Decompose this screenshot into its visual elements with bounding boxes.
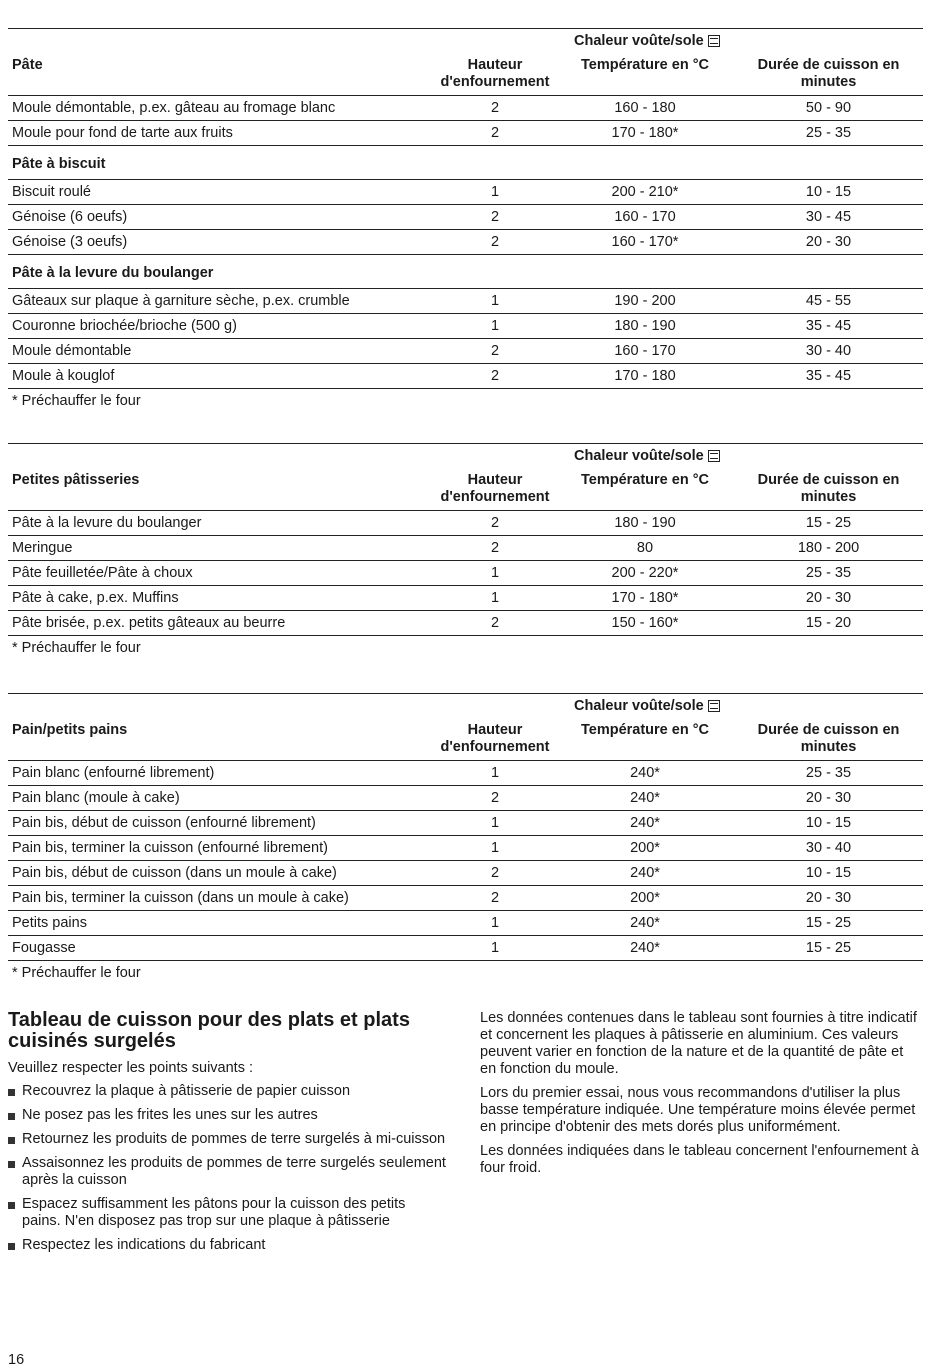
level-cell: 2 — [434, 861, 556, 886]
dish-cell: Moule pour fond de tarte aux fruits — [8, 121, 434, 146]
level-cell: 1 — [434, 936, 556, 961]
list-item: Recouvrez la plaque à pâtisserie de papier cuisson — [8, 1083, 448, 1100]
dish-cell: Petits pains — [8, 911, 434, 936]
temperature-cell: 240* — [556, 786, 734, 811]
dish-cell: Biscuit roulé — [8, 180, 434, 205]
duration-cell: 20 - 30 — [734, 230, 923, 255]
column-header: Température en °C — [556, 57, 734, 96]
dish-cell: Moule démontable, p.ex. gâteau au fromage blanc — [8, 96, 434, 121]
empty-cell — [8, 444, 556, 473]
duration-cell: 15 - 20 — [734, 611, 923, 636]
table-row — [8, 205, 923, 230]
table-row — [8, 911, 923, 936]
duration-cell: 10 - 15 — [734, 861, 923, 886]
level-cell: 2 — [434, 121, 556, 146]
table-row — [8, 886, 923, 911]
temperature-cell: 200 - 210* — [556, 180, 734, 205]
table-row — [8, 230, 923, 255]
level-cell: 2 — [434, 786, 556, 811]
dish-cell: Pain blanc (enfourné librement) — [8, 761, 434, 786]
table-row — [8, 536, 923, 561]
dish-cell: Pain bis, début de cuisson (dans un moule à cake) — [8, 861, 434, 886]
top-bottom-heat-icon — [708, 450, 720, 462]
temperature-cell: 160 - 170 — [556, 339, 734, 364]
empty-cell — [8, 694, 556, 723]
page-number: 16 — [8, 1352, 25, 1368]
dish-cell: Pâte à la levure du boulanger — [8, 511, 434, 536]
duration-cell: 15 - 25 — [734, 936, 923, 961]
table-row — [8, 936, 923, 961]
heating-mode-row — [8, 29, 923, 58]
level-cell: 1 — [434, 314, 556, 339]
temperature-cell: 170 - 180* — [556, 586, 734, 611]
table-row — [8, 811, 923, 836]
temperature-cell: 160 - 170 — [556, 205, 734, 230]
table-row — [8, 511, 923, 536]
top-bottom-heat-icon — [708, 35, 720, 47]
table-row — [8, 289, 923, 314]
cooking-table — [8, 28, 923, 389]
temperature-cell: 80 — [556, 536, 734, 561]
dish-cell: Moule à kouglof — [8, 364, 434, 389]
temperature-cell: 180 - 190 — [556, 314, 734, 339]
heating-mode-row — [8, 694, 923, 723]
heating-mode-row — [8, 444, 923, 473]
duration-cell: 45 - 55 — [734, 289, 923, 314]
section-row — [8, 255, 923, 289]
heating-mode — [556, 444, 923, 473]
dish-cell: Pain blanc (moule à cake) — [8, 786, 434, 811]
table-row — [8, 761, 923, 786]
heating-mode — [556, 694, 923, 723]
table-row — [8, 561, 923, 586]
footnote: * Préchauffer le four — [12, 640, 141, 656]
column-header: Durée de cuisson en minutes — [734, 722, 923, 761]
duration-cell: 30 - 45 — [734, 205, 923, 230]
dish-cell: Couronne briochée/brioche (500 g) — [8, 314, 434, 339]
level-cell: 2 — [434, 96, 556, 121]
list-item: Ne posez pas les frites les unes sur les autres — [8, 1107, 448, 1124]
cooking-table — [8, 693, 923, 961]
dish-cell: Pâte brisée, p.ex. petits gâteaux au beurre — [8, 611, 434, 636]
temperature-cell: 190 - 200 — [556, 289, 734, 314]
level-cell: 2 — [434, 230, 556, 255]
heating-mode — [556, 29, 923, 58]
level-cell: 2 — [434, 611, 556, 636]
empty-cell — [8, 29, 556, 58]
temperature-cell: 200* — [556, 886, 734, 911]
table-row — [8, 786, 923, 811]
list-item: Assaisonnez les produits de pommes de terre surgelés seulement après la cuisson — [8, 1155, 448, 1189]
heating-mode-label: Chaleur voûte/sole — [574, 33, 704, 49]
column-header: Durée de cuisson en minutes — [734, 472, 923, 511]
column-header: Pâte — [8, 57, 434, 96]
footnote: * Préchauffer le four — [12, 965, 141, 981]
temperature-cell: 180 - 190 — [556, 511, 734, 536]
temperature-cell: 240* — [556, 911, 734, 936]
temperature-cell: 240* — [556, 761, 734, 786]
temperature-cell: 200* — [556, 836, 734, 861]
dish-cell: Pain bis, terminer la cuisson (enfourné librement) — [8, 836, 434, 861]
table-header-row — [8, 57, 923, 96]
cooking-table — [8, 443, 923, 636]
dish-cell: Génoise (6 oeufs) — [8, 205, 434, 230]
duration-cell: 25 - 35 — [734, 561, 923, 586]
cooking-tables — [8, 28, 923, 985]
level-cell: 1 — [434, 761, 556, 786]
dish-cell: Pain bis, début de cuisson (enfourné librement) — [8, 811, 434, 836]
temperature-cell: 200 - 220* — [556, 561, 734, 586]
dish-cell: Moule démontable — [8, 339, 434, 364]
column-header: Hauteur d'enfournement — [434, 722, 556, 761]
temperature-cell: 240* — [556, 811, 734, 836]
table-row — [8, 836, 923, 861]
temperature-cell: 150 - 160* — [556, 611, 734, 636]
temperature-cell: 170 - 180 — [556, 364, 734, 389]
temperature-cell: 240* — [556, 936, 734, 961]
level-cell: 2 — [434, 364, 556, 389]
duration-cell: 180 - 200 — [734, 536, 923, 561]
duration-cell: 20 - 30 — [734, 886, 923, 911]
duration-cell: 30 - 40 — [734, 339, 923, 364]
duration-cell: 15 - 25 — [734, 911, 923, 936]
dish-cell: Pâte à cake, p.ex. Muffins — [8, 586, 434, 611]
column-header: Hauteur d'enfournement — [434, 472, 556, 511]
level-cell: 1 — [434, 911, 556, 936]
dish-cell: Gâteaux sur plaque à garniture sèche, p.ex. crumble — [8, 289, 434, 314]
duration-cell: 15 - 25 — [734, 511, 923, 536]
duration-cell: 50 - 90 — [734, 96, 923, 121]
table-header-row — [8, 722, 923, 761]
dish-cell: Meringue — [8, 536, 434, 561]
column-header: Durée de cuisson en minutes — [734, 57, 923, 96]
column-header: Hauteur d'enfournement — [434, 57, 556, 96]
table-row — [8, 586, 923, 611]
dish-cell: Pâte feuilletée/Pâte à choux — [8, 561, 434, 586]
right-column — [480, 1010, 920, 1184]
temperature-cell: 160 - 170* — [556, 230, 734, 255]
column-header: Température en °C — [556, 722, 734, 761]
duration-cell: 20 - 30 — [734, 586, 923, 611]
left-column — [8, 1010, 448, 1261]
table-row — [8, 314, 923, 339]
duration-cell: 35 - 45 — [734, 314, 923, 339]
table-row — [8, 180, 923, 205]
table-row — [8, 861, 923, 886]
list-item: Respectez les indications du fabricant — [8, 1237, 448, 1254]
paragraph: Lors du premier essai, nous vous recommandons d'utiliser la plus basse température indiquée. Une température moins élevée permet en principe d'obtenir des mets dorés plus uniformément. — [480, 1085, 916, 1135]
column-header: Petites pâtisseries — [8, 472, 434, 511]
duration-cell: 25 - 35 — [734, 761, 923, 786]
level-cell: 1 — [434, 811, 556, 836]
paragraph: Les données contenues dans le tableau sont fournies à titre indicatif et concernent les plaques à pâtisserie en aluminium. Ces valeurs peuvent varier en fonction de la nature et de la quantité de pâte et en fonction du moule. — [480, 1010, 917, 1077]
table-row — [8, 96, 923, 121]
level-cell: 1 — [434, 561, 556, 586]
level-cell: 2 — [434, 886, 556, 911]
column-header: Pain/petits pains — [8, 722, 434, 761]
top-bottom-heat-icon — [708, 700, 720, 712]
table-row — [8, 121, 923, 146]
dish-cell: Génoise (3 oeufs) — [8, 230, 434, 255]
level-cell: 2 — [434, 205, 556, 230]
section-title: Tableau de cuisson pour des plats et plats cuisinés surgelés — [8, 1009, 410, 1052]
list-item: Retournez les produits de pommes de terre surgelés à mi-cuisson — [8, 1131, 448, 1148]
duration-cell: 25 - 35 — [734, 121, 923, 146]
column-header: Température en °C — [556, 472, 734, 511]
level-cell: 1 — [434, 180, 556, 205]
footnote: * Préchauffer le four — [12, 393, 141, 409]
duration-cell: 10 - 15 — [734, 180, 923, 205]
level-cell: 1 — [434, 836, 556, 861]
level-cell: 2 — [434, 511, 556, 536]
table-header-row — [8, 472, 923, 511]
table-spacer — [8, 660, 923, 693]
heating-mode-label: Chaleur voûte/sole — [574, 448, 704, 464]
level-cell: 2 — [434, 536, 556, 561]
duration-cell: 35 - 45 — [734, 364, 923, 389]
dish-cell: Fougasse — [8, 936, 434, 961]
temperature-cell: 160 - 180 — [556, 96, 734, 121]
table-row — [8, 364, 923, 389]
table-row — [8, 611, 923, 636]
dish-cell: Pain bis, terminer la cuisson (dans un moule à cake) — [8, 886, 434, 911]
duration-cell: 20 - 30 — [734, 786, 923, 811]
table-row — [8, 339, 923, 364]
section-heading: Pâte à biscuit — [8, 146, 923, 180]
section-row — [8, 146, 923, 180]
heating-mode-label: Chaleur voûte/sole — [574, 698, 704, 714]
level-cell: 1 — [434, 586, 556, 611]
section-intro: Veuillez respecter les points suivants : — [8, 1060, 254, 1076]
table-spacer — [8, 413, 923, 443]
duration-cell: 30 - 40 — [734, 836, 923, 861]
temperature-cell: 240* — [556, 861, 734, 886]
duration-cell: 10 - 15 — [734, 811, 923, 836]
level-cell: 2 — [434, 339, 556, 364]
list-item: Espacez suffisamment les pâtons pour la cuisson des petits pains. N'en disposez pas trop sur une plaque à pâtisserie — [8, 1196, 448, 1230]
level-cell: 1 — [434, 289, 556, 314]
tips-list — [8, 1083, 448, 1254]
section-heading: Pâte à la levure du boulanger — [8, 255, 923, 289]
temperature-cell: 170 - 180* — [556, 121, 734, 146]
paragraph: Les données indiquées dans le tableau concernent l'enfournement à four froid. — [480, 1143, 919, 1176]
